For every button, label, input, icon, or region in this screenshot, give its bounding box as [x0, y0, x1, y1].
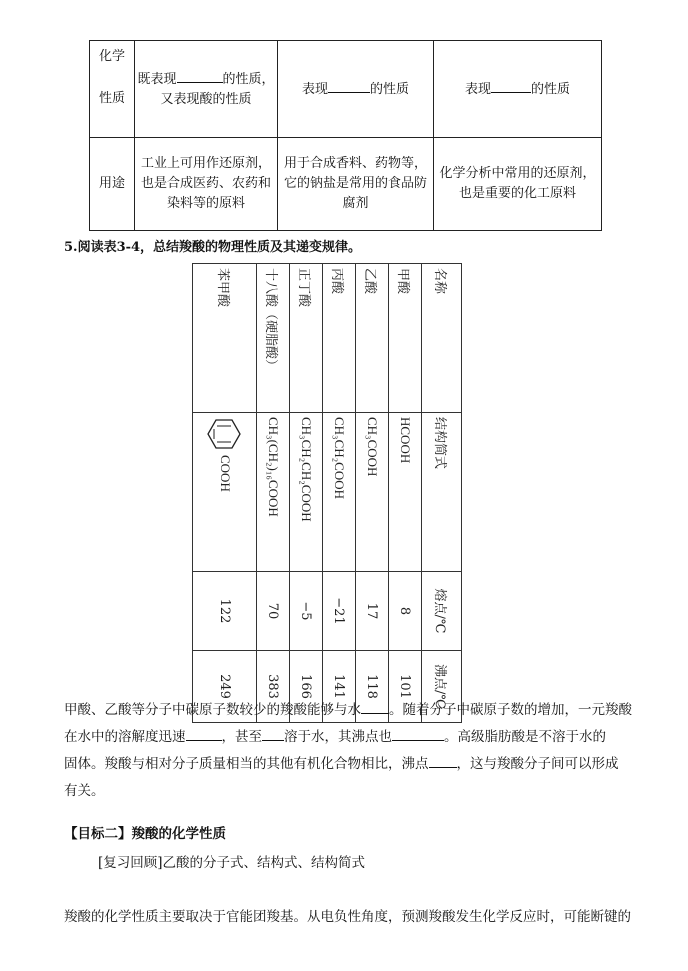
acid-formula: HCOOH [389, 413, 422, 572]
c1-pre: 既表现 [137, 71, 177, 87]
acid-row [257, 264, 290, 723]
p1-s1: 甲酸、乙酸等分子中碳原子数较少的羧酸能够与水 [64, 702, 361, 718]
row-header-line1: 化学 [98, 49, 125, 64]
benzoic-acid-property [278, 41, 434, 138]
formic-acid-property [135, 41, 278, 138]
acid-boiling-point: 141 [323, 651, 356, 723]
benzoic-acid-usage: 用于合成香料、药物等，它的钠盐是常用的食品防腐剂 [278, 138, 434, 231]
p1-s6: 。高级脂肪酸是不溶于水的 [444, 729, 606, 745]
oxalic-acid-usage: 化学分析中常用的还原剂，也是重要的化工原料 [434, 138, 602, 231]
acid-melting-point: 70 [257, 572, 290, 651]
acid-boiling-point: 383 [257, 651, 290, 723]
c1-line2: 又表现酸的性质 [160, 91, 252, 107]
c3-post: 的性质 [531, 81, 571, 97]
p1-s9: 有关。 [64, 783, 105, 799]
section-heading-target-2: 【目标二】羧酸的化学性质 [64, 826, 226, 842]
acid-boiling-point: 166 [290, 651, 323, 723]
p1-s4: ，甚至 [221, 729, 262, 745]
fill-blank[interactable] [177, 69, 223, 83]
acid-table-header [422, 264, 462, 723]
acid-name: 甲酸 [389, 264, 422, 413]
acid-row [193, 264, 257, 723]
acid-boiling-point: 249 [193, 651, 257, 723]
acid-melting-point: 8 [389, 572, 422, 651]
oxalic-acid-property [434, 41, 602, 138]
acid-row [389, 264, 422, 723]
p1-s3: 在水中的溶解度迅速 [64, 729, 186, 745]
review-prompt: [复习回顾]乙酸的分子式、结构式、结构简式 [98, 855, 366, 871]
c2-post: 的性质 [370, 81, 410, 97]
fill-blank[interactable] [328, 79, 370, 93]
c3-pre: 表现 [464, 81, 491, 97]
usage-row [90, 138, 602, 231]
p1-s2: 。随着分子中碳原子数的增加，一元羧酸 [389, 702, 632, 718]
acid-formula: CH₃CH₂COOH [323, 413, 356, 572]
acid-melting-point: 17 [356, 572, 389, 651]
p1-s8: ，这与羧酸分子间可以形成 [456, 756, 619, 772]
acid-name: 丙酸 [323, 264, 356, 413]
benzene-ring-icon [206, 417, 244, 451]
acid-formula: CH₃(CH₂)₁₆COOH [257, 413, 290, 572]
acid-formula-benzoic [193, 413, 257, 572]
acid-formula: CH₃CH₂CH₂COOH [290, 413, 323, 572]
acid-row [356, 264, 389, 723]
paragraph-solubility [64, 697, 652, 805]
fill-blank[interactable] [491, 79, 531, 93]
property-table [89, 40, 602, 231]
header-boiling-point: 沸点/℃ [422, 651, 462, 723]
row-header-usage: 用途 [90, 138, 135, 231]
paragraph-carboxyl: 羧酸的化学性质主要取决于官能团羧基。从电负性角度，预测羧酸发生化学反应时，可能断键的 [64, 909, 631, 925]
fill-blank[interactable] [186, 727, 222, 741]
acid-name: 正丁酸 [290, 264, 323, 413]
acid-formula: CH₃COOH [356, 413, 389, 572]
header-name: 名称 [422, 264, 462, 413]
fill-blank[interactable] [429, 754, 457, 768]
fill-blank[interactable] [392, 727, 444, 741]
p1-s7: 固体。羧酸与相对分子质量相当的其他有机化合物相比，沸点 [64, 756, 429, 772]
c1-post: 的性质， [222, 71, 275, 87]
formic-acid-usage: 工业上可用作还原剂，也是合成医药、农药和染料等的原料 [135, 138, 278, 231]
fill-blank[interactable] [262, 727, 284, 741]
header-melting-point: 熔点/℃ [422, 572, 462, 651]
acid-boiling-point: 101 [389, 651, 422, 723]
acid-melting-point: 122 [193, 572, 257, 651]
acid-properties-table [192, 263, 462, 723]
row-header-line2: 性质 [98, 91, 125, 106]
acid-name: 苯甲酸 [193, 264, 257, 413]
acid-name: 乙酸 [356, 264, 389, 413]
chemical-property-row [90, 41, 602, 138]
acid-table-figure [215, 263, 462, 709]
acid-name: 十八酸（硬脂酸） [257, 264, 290, 413]
acid-row [323, 264, 356, 723]
c2-pre: 表现 [301, 81, 328, 97]
header-formula: 结构简式 [422, 413, 462, 572]
row-header-chemical [90, 41, 135, 138]
acid-row [290, 264, 323, 723]
question-5: 5.阅读表3-4，总结羧酸的物理性质及其递变规律。 [64, 240, 362, 255]
benzoic-carboxyl: COOH [218, 455, 234, 492]
acid-melting-point: −5 [290, 572, 323, 651]
acid-melting-point: −21 [323, 572, 356, 651]
fill-blank[interactable] [361, 700, 389, 714]
p1-s5: 溶于水，其沸点也 [284, 729, 392, 745]
acid-boiling-point: 118 [356, 651, 389, 723]
